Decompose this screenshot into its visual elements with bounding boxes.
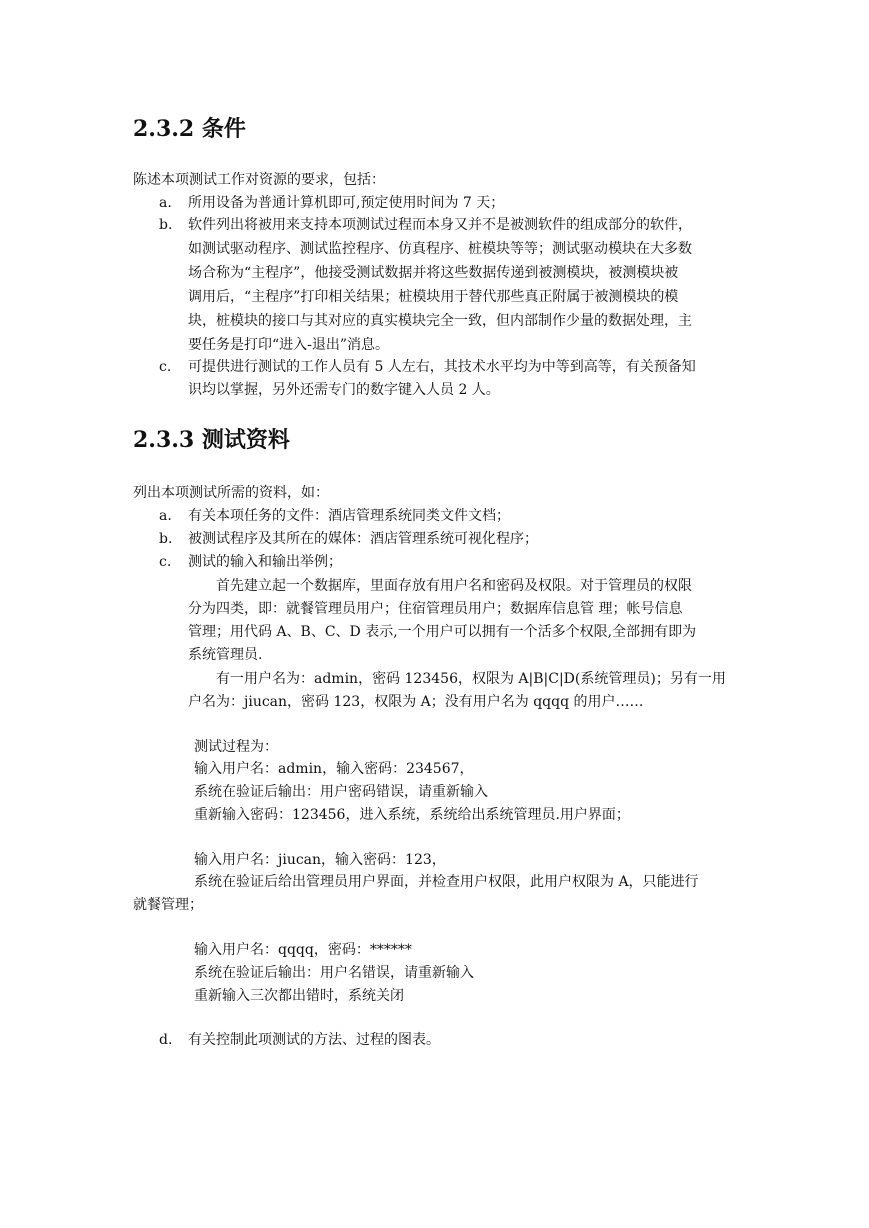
list-item-b-line: 软件列出将被用来支持本项测试过程而本身又并不是被测软件的组成部分的软件， (188, 217, 692, 233)
list-item-b-line: 如测试驱动程序、测试监控程序、仿真程序、桩模块等等；测试驱动模块在大多数 (188, 241, 692, 257)
list-item-c-text: 测试的输入和输出举例； (188, 554, 342, 570)
process-line: 输入用户名：jiucan，输入密码：123， (194, 852, 446, 868)
list-marker-b: b. (159, 531, 173, 547)
paragraph-line: 户名为：jiucan，密码 123，权限为 A；没有用户名为 qqqq 的用户…… (188, 694, 644, 710)
list-marker-a: a. (159, 195, 172, 211)
list-item-b-text: 被测试程序及其所在的媒体：酒店管理系统可视化程序； (188, 531, 538, 547)
process-line: 就餐管理； (133, 897, 203, 913)
process-line: 系统在验证后输出：用户名错误，请重新输入 (194, 965, 474, 981)
list-marker-c: c. (159, 554, 172, 570)
process-line: 重新输入三次都出错时，系统关闭 (194, 988, 404, 1004)
section-232-intro: 陈述本项测试工作对资源的要求，包括： (133, 172, 385, 188)
process-line: 重新输入密码：123456，进入系统，系统给出系统管理员.用户界面； (194, 807, 630, 823)
list-marker-b: b. (159, 217, 173, 233)
list-item-a-text: 有关本项任务的文件：酒店管理系统同类文件文档； (188, 508, 510, 524)
list-item-b-line: 要任务是打印“进入-退出”消息。 (188, 337, 390, 353)
list-marker-c: c. (159, 359, 172, 375)
list-marker-d: d. (159, 1032, 173, 1048)
process-line: 系统在验证后输出：用户密码错误，请重新输入 (194, 784, 488, 800)
list-item-b-line: 调用后，“主程序”打印相关结果；桩模块用于替代那些真正附属于被测模块的模 (188, 289, 679, 305)
list-item-b-line: 块，桩模块的接口与其对应的真实模块完全一致，但内部制作少量的数据处理，主 (188, 313, 692, 329)
paragraph-line: 有一用户名为：admin，密码 123456，权限为 A|B|C|D(系统管理员)；另有一用 (216, 671, 726, 687)
paragraph-line: 分为四类，即：就餐管理员用户；住宿管理员用户；数据库信息管 理；帐号信息 (188, 601, 683, 617)
list-item-c-line: 可提供进行测试的工作人员有 5 人左右，其技术水平均为中等到高等，有关预备知 (188, 359, 696, 375)
section-heading-232: 2.3.2 条件 (133, 116, 246, 142)
process-line: 系统在验证后给出管理员用户界面，并检查用户权限，此用户权限为 A，只能进行 (194, 874, 699, 890)
paragraph-line: 首先建立起一个数据库，里面存放有用户名和密码及权限。对于管理员的权限 (216, 578, 692, 594)
paragraph-line: 系统管理员. (188, 647, 263, 663)
process-title: 测试过程为： (194, 739, 278, 755)
process-line: 输入用户名：qqqq，密码：****** (194, 942, 412, 958)
list-item-c-line: 识均以掌握，另外还需专门的数字键入人员 2 人。 (188, 382, 500, 398)
list-item-b-line: 场合称为“主程序”，他接受测试数据并将这些数据传递到被测模块，被测模块被 (188, 265, 679, 281)
list-marker-a: a. (159, 508, 172, 524)
list-item-a-line: 所用设备为普通计算机即可,预定使用时间为 7 天； (188, 195, 505, 211)
process-line: 输入用户名：admin，输入密码：234567， (194, 761, 474, 777)
paragraph-line: 管理；用代码 A、B、C、D 表示,一个用户可以拥有一个活多个权限,全部拥有即为 (188, 624, 697, 640)
section-233-intro: 列出本项测试所需的资料，如： (133, 485, 329, 501)
section-heading-233: 2.3.3 测试资料 (133, 427, 290, 453)
list-item-d-text: 有关控制此项测试的方法、过程的图表。 (188, 1032, 440, 1048)
